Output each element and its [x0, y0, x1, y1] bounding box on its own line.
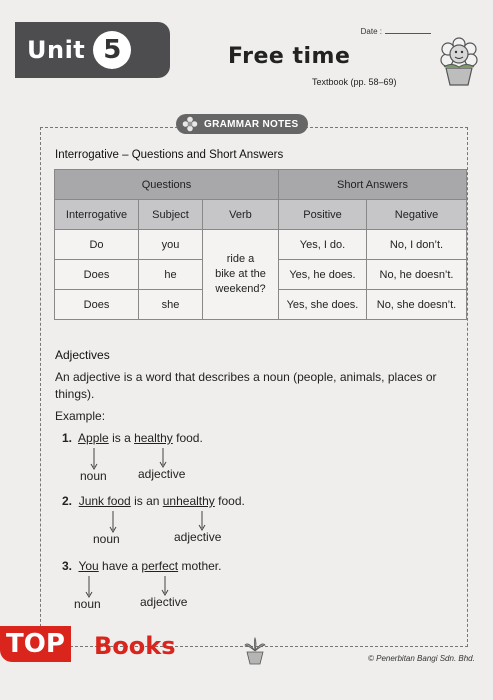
- example-text: is an: [130, 494, 163, 508]
- example-adjective: unhealthy: [162, 494, 215, 508]
- verb-line: weekend?: [215, 283, 266, 295]
- logo-books-text: Books: [94, 632, 176, 660]
- unit-word: Unit: [27, 36, 86, 64]
- column-header: Verb: [203, 200, 279, 230]
- interrogative-table: [54, 169, 467, 320]
- example-text: mother.: [178, 559, 222, 573]
- date-field: [361, 27, 431, 36]
- column-header: Subject: [139, 200, 203, 230]
- example-text: have a: [98, 559, 142, 573]
- table-row: [55, 230, 467, 260]
- interrogative-cell: Does: [55, 260, 139, 290]
- section-title: Interrogative – Questions and Short Answers: [55, 149, 284, 161]
- subject-cell: he: [139, 260, 203, 290]
- column-header: Negative: [367, 200, 467, 230]
- adjective-definition: An adjective is a word that describes a noun (people, animals, places or things).: [55, 370, 437, 401]
- adjective-label: adjective: [138, 467, 186, 481]
- interrogative-cell: Does: [55, 290, 139, 320]
- verb-line: bike at the: [215, 268, 266, 280]
- unit-badge: [15, 22, 170, 78]
- column-header: Positive: [279, 200, 367, 230]
- example-noun: You: [78, 559, 99, 573]
- example-number: 2.: [62, 494, 73, 508]
- plant-pot-icon: [242, 637, 268, 665]
- example-adjective: perfect: [141, 559, 179, 573]
- subject-cell: she: [139, 290, 203, 320]
- negative-cell: No, I don’t.: [367, 230, 467, 260]
- date-label: Date :: [360, 27, 382, 36]
- adjective-label: adjective: [174, 530, 222, 544]
- adjectives-heading: Adjectives: [55, 348, 110, 362]
- textbook-reference: Textbook (pp. 58–69): [312, 77, 397, 87]
- down-arrow-icon: [112, 511, 114, 533]
- unit-number: 5: [93, 31, 131, 69]
- example-text: food.: [172, 431, 203, 445]
- adjective-label: adjective: [140, 595, 188, 609]
- banner-label: GRAMMAR NOTES: [204, 118, 299, 130]
- down-arrow-icon: [162, 448, 164, 468]
- page-title: Free time: [228, 44, 351, 69]
- example-sentence: [62, 559, 221, 573]
- subject-cell: you: [139, 230, 203, 260]
- example-sentence: [62, 494, 245, 508]
- example-text: is a: [108, 431, 135, 445]
- interrogative-cell: Do: [55, 230, 139, 260]
- grammar-notes-banner: [176, 114, 308, 134]
- positive-cell: Yes, she does.: [279, 290, 367, 320]
- publisher-credit: © Penerbitan Bangi Sdn. Bhd.: [368, 654, 475, 663]
- negative-cell: No, she doesn’t.: [367, 290, 467, 320]
- down-arrow-icon: [164, 576, 166, 596]
- noun-label: noun: [80, 469, 107, 483]
- down-arrow-icon: [93, 448, 95, 470]
- verb-line: ride a: [226, 253, 255, 265]
- example-number: 1.: [62, 431, 73, 445]
- date-blank[interactable]: [385, 33, 431, 34]
- column-header: Interrogative: [55, 200, 139, 230]
- example-number: 3.: [62, 559, 73, 573]
- positive-cell: Yes, he does.: [279, 260, 367, 290]
- example-text: food.: [214, 494, 245, 508]
- verb-cell: [203, 230, 279, 320]
- flower-icon: [182, 116, 198, 132]
- example-noun: Apple: [78, 431, 109, 445]
- example-label: Example:: [55, 409, 106, 423]
- example-sentence: [62, 431, 203, 445]
- noun-label: noun: [74, 597, 101, 611]
- questions-header: Questions: [55, 170, 279, 200]
- down-arrow-icon: [201, 511, 203, 531]
- flower-pot-icon: [437, 36, 481, 86]
- down-arrow-icon: [88, 576, 90, 598]
- positive-cell: Yes, I do.: [279, 230, 367, 260]
- logo-top-text: TOP: [0, 626, 71, 662]
- negative-cell: No, he doesn’t.: [367, 260, 467, 290]
- topbooks-logo: [0, 626, 176, 662]
- example-adjective: healthy: [134, 431, 173, 445]
- short-answers-header: Short Answers: [279, 170, 467, 200]
- noun-label: noun: [93, 532, 120, 546]
- example-noun: Junk food: [78, 494, 131, 508]
